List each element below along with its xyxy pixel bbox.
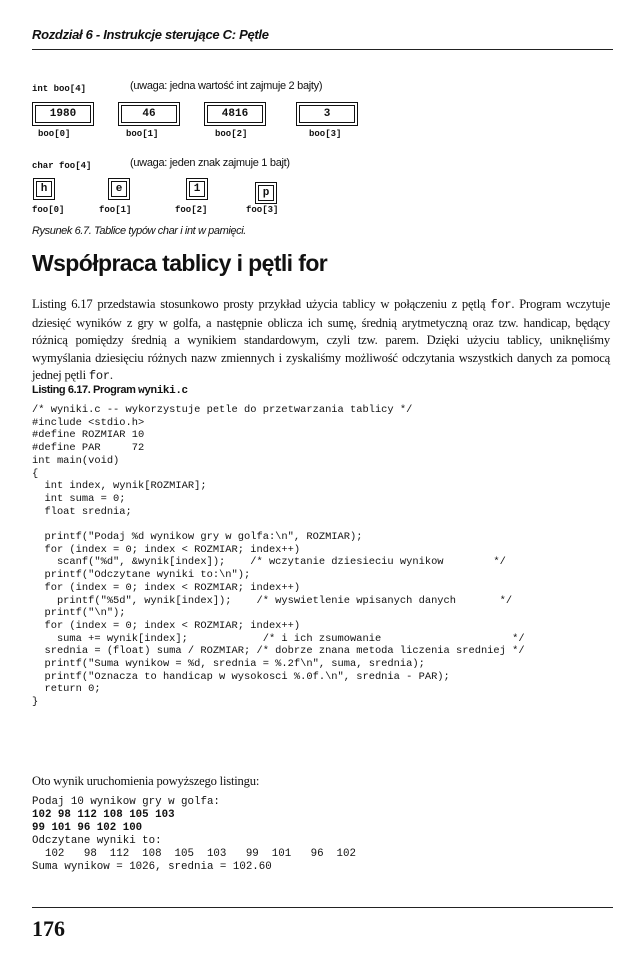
para-text-2: . Program wczytuje dziesięć wyników z gry w golfa, a następnie oblicza ich sumę, średnią arytmetyczną oraz tzw. handicap, będący różnicą pomiędzy średnią a wynikiem standardowym, czyli tzw. parem. Dzięki użyciu tablicy, uniknęliśmy wymyślania dziesięciu różnych nazw zmiennych i zyskaliśmy możliwość odczytania wszystkich danych za pomocą jednej pętli xyxy=(32,297,610,383)
char-array-label: char foo[4] xyxy=(32,161,92,171)
boo-2-name: boo[2] xyxy=(215,129,248,139)
char-array-note: (uwaga: jeden znak zajmuje 1 bajt) xyxy=(130,157,290,169)
foo-0-name: foo[0] xyxy=(32,205,65,215)
boo-0-name: boo[0] xyxy=(38,129,71,139)
foo-3-cell: p xyxy=(255,182,277,204)
page-number: 176 xyxy=(32,916,65,941)
listing-heading xyxy=(32,384,188,397)
code-listing: /* wyniki.c -- wykorzystuje petle do przetwarzania tablicy */ #include <stdio.h> #define ROZMIAR 10 #define PAR 72 int main(void) { int index, wynik[ROZMIAR]; int suma = 0; float srednia; printf("Podaj %d wynikow gry w golfa:\n", ROZMIAR); for (index = 0; index < ROZMIAR; index++) scanf("%d", &wynik[index]); /* wczytanie dziesieciu wynikow */ printf("Odczytane wyniki to:\n"); for (index = 0; index < ROZMIAR; index++) printf("%5d", wynik[index]); /* wyswietlenie wpisanych danych */ printf("\n"); for (index = 0; index < ROZMIAR; index++) suma += wynik[index]; /* i ich zsumowanie */ srednia = (float) suma / ROZMIAR; /* dobrze znana metoda liczenia sredniej */ printf("Suma wynikow = %d, srednia = %.2f\n", suma, srednia); printf("Oznacza to handicap w wysokosci %.0f.\n", srednia - PAR); return 0; } xyxy=(32,404,525,709)
output-intro: Oto wynik uruchomienia powyższego listingu: xyxy=(32,774,260,788)
foo-2-cell: 1 xyxy=(186,178,208,200)
body-paragraph xyxy=(32,296,610,386)
user-input-line: 99 101 96 102 100 xyxy=(32,822,143,834)
foo-1-cell: e xyxy=(108,178,130,200)
for-keyword: for xyxy=(88,369,110,384)
boo-3-cell: 3 xyxy=(296,102,358,126)
boo-3-name: boo[3] xyxy=(309,129,342,139)
para-text-3: . xyxy=(109,368,113,383)
output-line: Podaj 10 wynikow gry w golfa: xyxy=(32,796,220,808)
foo-0-cell: h xyxy=(33,178,55,200)
para-text-1: Listing 6.17 przedstawia stosunkowo prosty przykład użycia tablicy w połączeniu z pętlą xyxy=(32,297,491,311)
int-array-note: (uwaga: jedna wartość int zajmuje 2 bajty) xyxy=(130,80,323,92)
footer-rule xyxy=(32,907,613,908)
header-rule xyxy=(32,49,613,50)
for-keyword: for xyxy=(490,298,512,312)
boo-0-cell: 1980 xyxy=(32,102,94,126)
listing-filename: wyniki.c xyxy=(138,385,188,397)
figure-caption: Rysunek 6.7. Tablice typów char i int w pamięci. xyxy=(32,225,246,237)
listing-label: Listing 6.17. Program xyxy=(32,384,139,396)
boo-2-cell: 4816 xyxy=(204,102,266,126)
foo-1-name: foo[1] xyxy=(99,205,132,215)
foo-3-name: foo[3] xyxy=(246,205,279,215)
foo-2-name: foo[2] xyxy=(175,205,208,215)
output-line: Suma wynikow = 1026, srednia = 102.60 xyxy=(32,861,272,873)
boo-1-name: boo[1] xyxy=(126,129,159,139)
section-title: Współpraca tablicy i pętli for xyxy=(32,250,328,276)
output-line: Odczytane wyniki to: xyxy=(32,835,162,847)
int-array-label: int boo[4] xyxy=(32,84,87,94)
user-input-line: 102 98 112 108 105 103 xyxy=(32,809,175,821)
boo-1-cell: 46 xyxy=(118,102,180,126)
running-head: Rozdział 6 - Instrukcje sterujące C: Pętle xyxy=(32,27,269,42)
program-output xyxy=(32,796,356,874)
output-line: 102 98 112 108 105 103 99 101 96 102 xyxy=(32,848,356,860)
